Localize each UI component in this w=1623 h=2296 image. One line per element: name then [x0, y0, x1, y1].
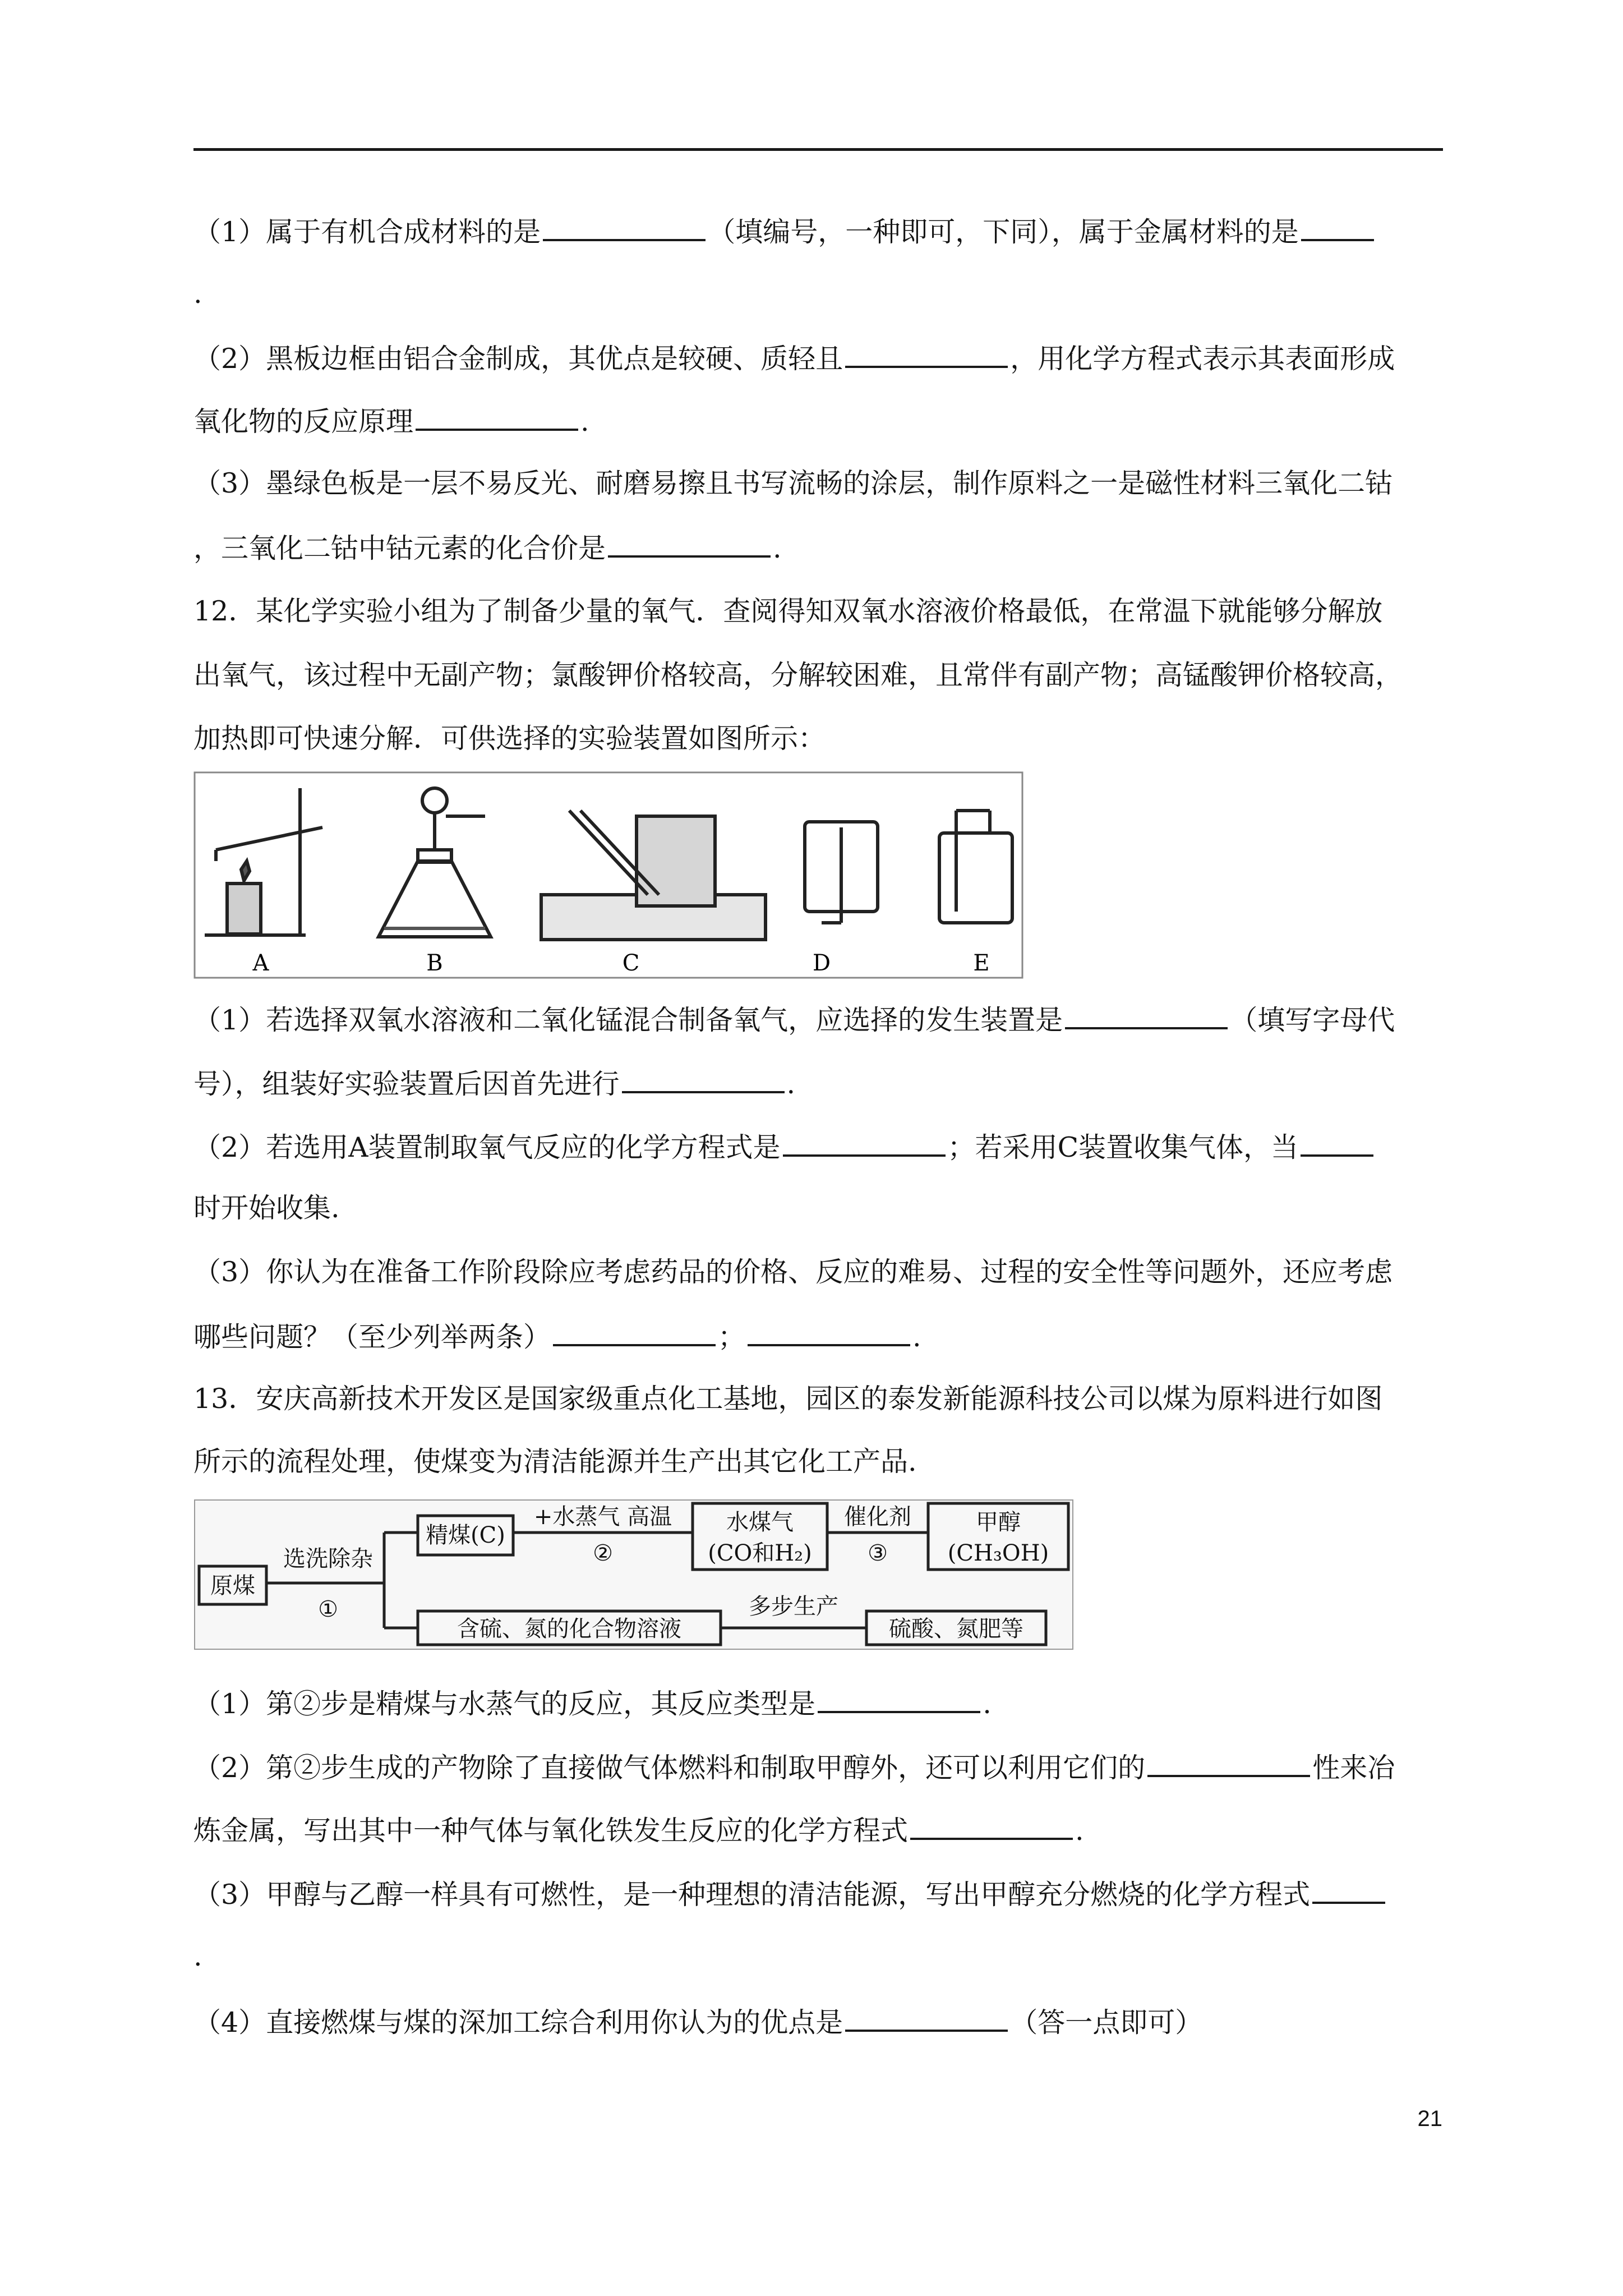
label-water-gas-formula: (CO和H₂): [708, 1540, 812, 1566]
q12-stem-1: 12．某化学实验小组为了制备少量的氧气．查阅得知双氧水溶液价格最低，在常温下就能够分解放: [193, 595, 1383, 627]
period: .: [193, 278, 202, 310]
separator: ；: [718, 1321, 746, 1353]
answer-blank[interactable]: [1065, 1000, 1228, 1029]
apparatus-b-icon: [379, 788, 491, 937]
q11-part3-text-a: （3）墨绿色板是一层不易反光、耐磨易擦且书写流畅的涂层，制作原料之一是磁性材料三氧化二钴: [193, 467, 1393, 499]
apparatus-label-e: E: [973, 950, 990, 976]
q12-part3-cont: [193, 1317, 1450, 1355]
q12-part2-text-b: ；若采用C装置收集气体，当: [947, 1131, 1299, 1163]
q12-stem-3: 加热即可快速分解．可供选择的实验装置如图所示：: [193, 723, 826, 754]
answer-blank[interactable]: [845, 339, 1008, 368]
q13-stem-1: 13．安庆高新技术开发区是国家级重点化工基地，园区的泰发新能源科技公司以煤为原料进行如图: [193, 1383, 1383, 1415]
label-methanol-formula: (CH₃OH): [947, 1540, 1049, 1566]
q11-part2: [193, 339, 1450, 377]
q13-part4-text-b: （答一点即可）: [1010, 2007, 1203, 2039]
q11-part1-text-a: （1）属于有机合成材料的是: [193, 216, 541, 248]
apparatus-diagram: [193, 771, 1023, 979]
q13-part2-cont: [193, 1811, 1450, 1849]
answer-blank[interactable]: [748, 1317, 910, 1346]
q11-part2-text-b: ，用化学方程式表示其表面形成: [1010, 343, 1395, 375]
apparatus-d-icon: [805, 822, 878, 923]
q11-part3-text-b: ，三氧化二钴中钴元素的化合价是: [193, 532, 606, 564]
apparatus-e-icon: [939, 811, 1012, 923]
coal-process-flowchart: [193, 1499, 1074, 1650]
q12-part3: （3）你认为在准备工作阶段除应考虑药品的价格、反应的难易、过程的安全性等问题外，还应考虑: [193, 1256, 1393, 1288]
apparatus-label-a: A: [252, 950, 269, 976]
q12-part2-text-a: （2）若选用A装置制取氧气反应的化学方程式是: [193, 1131, 781, 1163]
q13-part2-text-a: （2）第②步生成的产物除了直接做气体燃料和制取甲醇外，还可以利用它们的: [193, 1752, 1146, 1784]
label-step3: 催化剂: [844, 1504, 911, 1530]
apparatus-c-icon: [541, 811, 766, 940]
period: .: [580, 406, 589, 438]
q12-part1-text-a: （1）若选择双氧水溶液和二氧化锰混合制备氧气，应选择的发生装置是: [193, 1004, 1063, 1036]
q13-part2: [193, 1748, 1450, 1786]
period: .: [912, 1321, 921, 1353]
answer-blank[interactable]: [1147, 1748, 1310, 1777]
q12-part1: [193, 1000, 1450, 1038]
label-water-gas: 水煤气: [726, 1510, 794, 1535]
q13-part3-end: [193, 1939, 1450, 1975]
answer-blank[interactable]: [1312, 1875, 1385, 1904]
page-number: 21: [1417, 2106, 1442, 2131]
q11-part2-text-a: （2）黑板边框由铝合金制成，其优点是较硬、质轻且: [193, 343, 843, 375]
label-methanol: 甲醇: [976, 1510, 1021, 1535]
q13-part1-text-a: （1）第②步是精煤与水蒸气的反应，其反应类型是: [193, 1688, 816, 1720]
apparatus-label-c: C: [622, 950, 640, 976]
answer-blank[interactable]: [783, 1128, 946, 1157]
label-products: 硫酸、氮肥等: [889, 1616, 1023, 1642]
answer-blank[interactable]: [1301, 1128, 1373, 1157]
answer-blank[interactable]: [1301, 212, 1374, 241]
answer-blank[interactable]: [622, 1064, 785, 1093]
label-fine-coal: 精煤(C): [426, 1522, 505, 1548]
answer-blank[interactable]: [543, 212, 706, 241]
answer-blank[interactable]: [845, 2003, 1008, 2032]
label-raw-coal: 原煤: [210, 1573, 255, 1599]
q11-part1: [193, 212, 1450, 250]
q12-part1-text-b: （填写字母代: [1230, 1004, 1395, 1036]
answer-blank[interactable]: [416, 402, 578, 431]
q11-part2-text-c: 氧化物的反应原理: [193, 406, 414, 438]
period: .: [193, 1940, 202, 1972]
q12-part1-cont: [193, 1064, 1450, 1102]
label-step2: +水蒸气 高温: [533, 1504, 672, 1530]
apparatus-figure: [193, 771, 1023, 979]
q13-part4: [193, 2003, 1450, 2041]
answer-blank[interactable]: [553, 1317, 716, 1346]
q13-part2-text-c: 炼金属，写出其中一种气体与氧化铁发生反应的化学方程式: [193, 1815, 909, 1847]
answer-blank[interactable]: [910, 1811, 1073, 1840]
q12-part1-text-c: 号），组装好实验装置后因首先进行: [193, 1068, 620, 1100]
apparatus-a-icon: [205, 788, 322, 935]
label-step3-num: ③: [868, 1540, 888, 1566]
label-multi-step: 多步生产: [749, 1594, 838, 1619]
label-step2-num: ②: [593, 1540, 613, 1566]
label-step1: 选洗除杂: [283, 1546, 373, 1572]
period: .: [983, 1688, 992, 1720]
q12-part3-text-b: 哪些问题？（至少列举两条）: [193, 1321, 551, 1353]
q11-part2-cont: [193, 402, 1450, 440]
q11-part3: [193, 466, 1450, 501]
q11-part1-end: [193, 276, 1450, 312]
q12-stem-2: 出氧气，该过程中无副产物；氯酸钾价格较高，分解较困难，且常伴有副产物；高锰酸钾价格较高，: [193, 659, 1403, 691]
apparatus-label-d: D: [812, 950, 831, 976]
period: .: [773, 532, 782, 564]
q13-part1: [193, 1684, 1450, 1722]
q13-part3-text-a: （3）甲醇与乙醇一样具有可燃性，是一种理想的清洁能源，写出甲醇充分燃烧的化学方程式: [193, 1879, 1311, 1911]
q13-part2-text-b: 性来冶: [1312, 1752, 1395, 1784]
q13-part3: [193, 1875, 1450, 1913]
label-step1-num: ①: [318, 1596, 338, 1622]
answer-blank[interactable]: [818, 1684, 980, 1713]
period: .: [1075, 1815, 1084, 1847]
answer-blank[interactable]: [608, 528, 771, 558]
q13-part4-text-a: （4）直接燃煤与煤的深加工综合利用你认为的优点是: [193, 2007, 843, 2039]
q12-part2: [193, 1128, 1450, 1166]
period: .: [786, 1068, 796, 1100]
q12-part2-cont: 时开始收集.: [193, 1192, 340, 1224]
q11-part3-cont: [193, 528, 1450, 567]
flow-diagram: [193, 1499, 1074, 1650]
label-sulfur-solution: 含硫、氮的化合物溶液: [457, 1616, 681, 1642]
header-rule: [193, 148, 1443, 151]
q11-part1-text-b: （填编号，一种即可，下同），属于金属材料的是: [708, 216, 1299, 248]
apparatus-label-b: B: [426, 950, 443, 976]
q13-stem-2: 所示的流程处理，使煤变为清洁能源并生产出其它化工产品.: [193, 1446, 917, 1478]
